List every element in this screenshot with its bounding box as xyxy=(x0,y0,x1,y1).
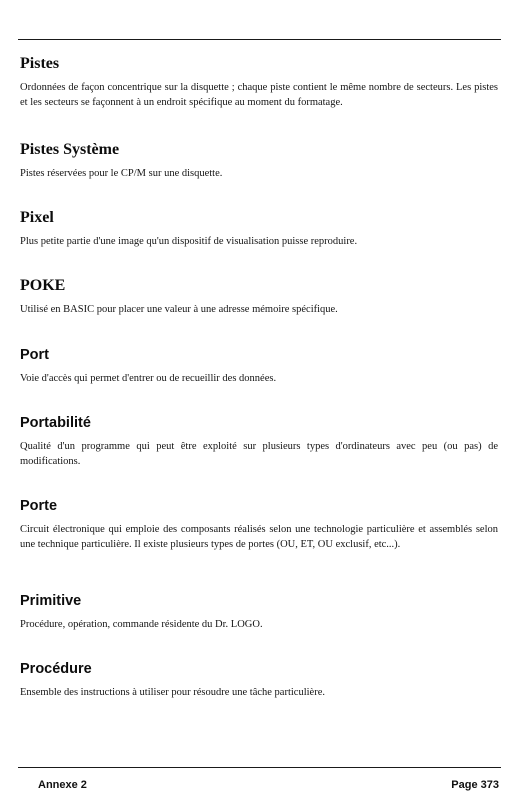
entry-portabilite xyxy=(20,414,498,469)
top-rule xyxy=(18,39,501,40)
term-heading: Pixel xyxy=(20,209,54,226)
entry-poke xyxy=(20,277,498,317)
term-heading: Porte xyxy=(20,498,58,514)
term-heading: Portabilité xyxy=(20,415,91,431)
term-heading: Port xyxy=(20,347,49,363)
term-heading: POKE xyxy=(20,277,66,294)
term-definition: Plus petite partie d'une image qu'un dispositif de visualisation puisse reproduire. xyxy=(20,236,358,247)
entry-pistes-systeme xyxy=(20,141,498,181)
term-definition: Voie d'accès qui permet d'entrer ou de recueillir des données. xyxy=(20,373,277,384)
term-definition: Ensemble des instructions à utiliser pour résoudre une tâche particulière. xyxy=(20,687,325,698)
footer-page-number: Page 373 xyxy=(451,779,499,791)
footer-section-label: Annexe 2 xyxy=(38,779,87,791)
term-heading: Primitive xyxy=(20,593,82,609)
entry-pixel xyxy=(20,209,498,249)
bottom-rule xyxy=(18,767,501,768)
term-heading: Pistes xyxy=(20,55,60,72)
term-definition: Ordonnées de façon concentrique sur la disquette ; chaque piste contient le même nombre de secteurs. Les pistes et les secteurs se façonnent à un endroit spécifique au moment du formatage. xyxy=(20,82,498,108)
term-definition: Pistes réservées pour le CP/M sur une disquette. xyxy=(20,168,223,179)
entry-porte xyxy=(20,497,498,552)
term-heading: Pistes Système xyxy=(20,141,120,158)
term-definition: Procédure, opération, commande résidente du Dr. LOGO. xyxy=(20,619,263,630)
entry-port xyxy=(20,346,498,386)
entry-pistes xyxy=(20,55,498,110)
term-definition: Qualité d'un programme qui peut être exploité sur plusieurs types d'ordinateurs avec peu (ou pas) de modifications. xyxy=(20,441,498,467)
term-definition: Utilisé en BASIC pour placer une valeur à une adresse mémoire spécifique. xyxy=(20,304,338,315)
term-definition: Circuit électronique qui emploie des composants réalisés selon une technologie particulière et assemblés selon une technique particulière. Il existe plusieurs types de portes (OU, ET, OU exclusif, etc...). xyxy=(20,524,498,550)
term-heading: Procédure xyxy=(20,661,92,677)
entry-primitive xyxy=(20,592,498,632)
entry-procedure xyxy=(20,660,498,700)
